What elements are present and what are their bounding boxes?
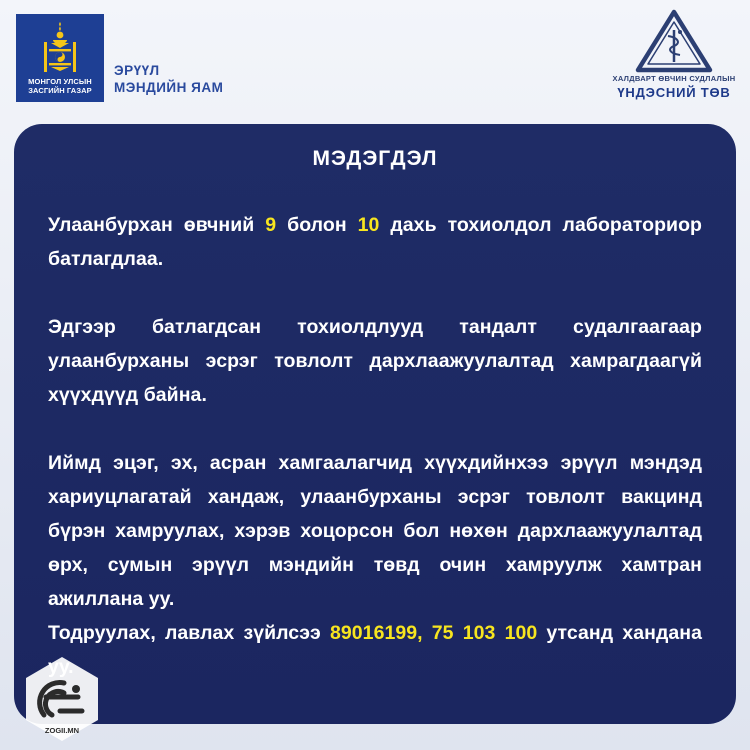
gov-logo-text: МОНГОЛ УЛСЫН ЗАСГИЙН ГАЗАР [28,77,92,95]
paragraph-3: Иймд эцэг, эх, асран хамгаалагчид хүүхдийнхээ эрүүл мэндэд хариуцлагатай хандаж, улаанбурханы эсрэг товлолт вакцинд бүрэн хамруулах, хэрэв хоцорсон бол нөхөн дархлаажуулалтад өрх, сумын эрүүл мэндийн төвд очин хамруулж хамтран ажиллана уу. [48,452,702,610]
ncid-title: ҮНДЭСНИЙ ТӨВ [617,85,731,100]
case-number-9: 9 [265,214,277,236]
notice-body [48,208,702,684]
p4-text-b: утсанд хандана [546,622,702,644]
paragraph-1 [48,208,702,276]
phone-numbers: 89016199, 75 103 100 [330,622,538,644]
p1-text-a: Улаанбурхан өвчний [48,214,266,236]
medical-triangle-icon [634,8,714,74]
p4-text-a: Тодруулах, лавлах зүйлсээ [48,622,330,644]
ncid-logo [612,8,736,108]
government-logo [16,14,104,102]
p1-text-b: болон [276,214,358,236]
ministry-line-2: МЭНДИЙН ЯАМ [114,80,224,95]
watermark-text: ZOGII.MN [44,726,80,735]
case-number-10: 10 [357,214,380,236]
paragraph-4 [48,616,702,684]
ministry-name [114,62,223,96]
notice-title: МЭДЭГДЭЛ [312,147,438,170]
paragraph-2: Эдгээр батлагдсан тохиолдлууд тандалт судалгаагаар улаанбурханы эсрэг товлолт дархлаажуулалтад хамрагдаагүй хүүхдүүд байна. [48,316,702,406]
p1-text-c: дахь тохиолдол лабораториор батлагдлаа. [48,214,702,270]
soyombo-icon [40,21,80,73]
zogii-watermark-logo [16,653,108,745]
ncid-subtitle: ХАЛДВАРТ ӨВЧИН СУДЛАЛЫН [612,74,736,83]
ministry-line-1: ЭРҮҮЛ [114,63,160,78]
